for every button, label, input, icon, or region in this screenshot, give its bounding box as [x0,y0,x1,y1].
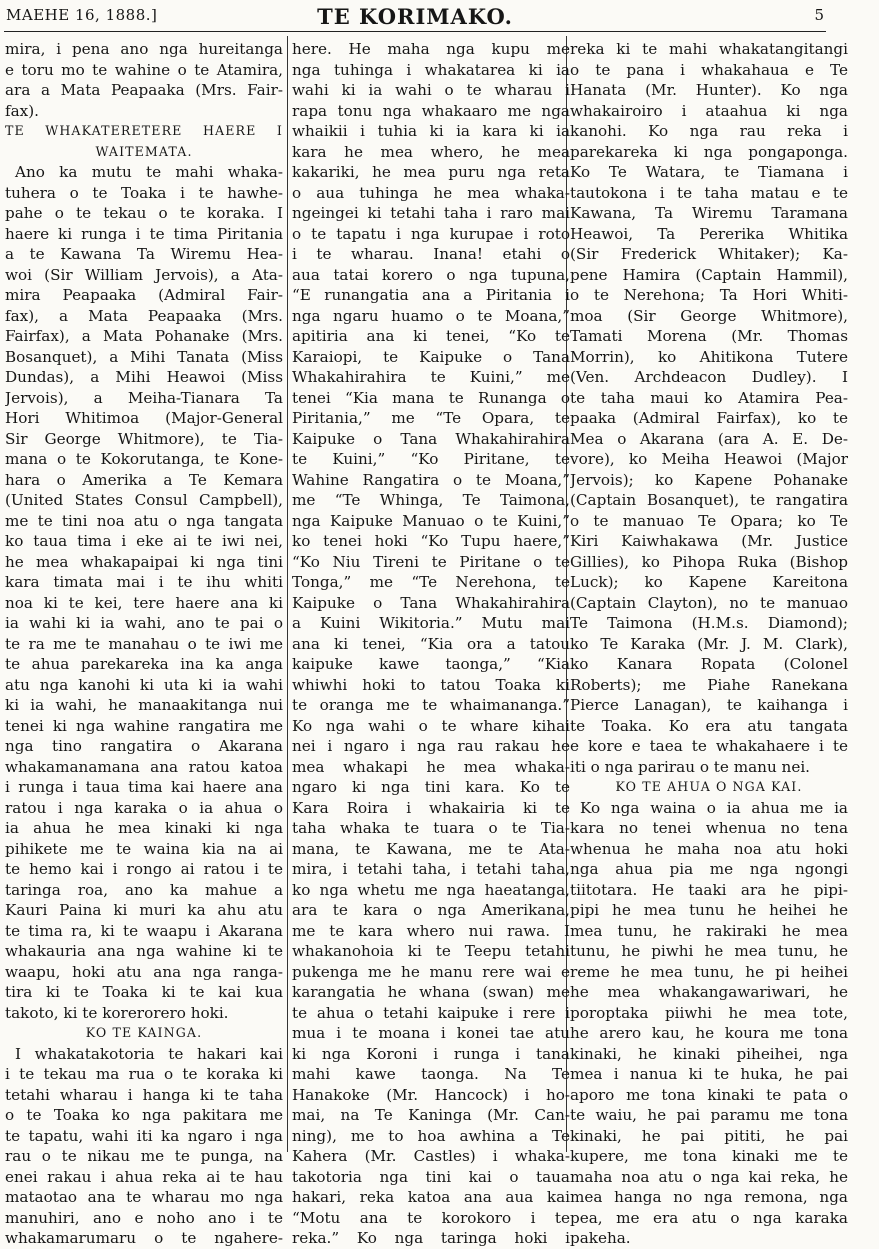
text-line: nga ahua pia me nga ngongi [570,860,848,878]
newspaper-title: TE KORIMAKO. [317,4,513,29]
text-line: Kaipuke o Tana Whakahirahira [292,429,570,448]
text-line: tenei “Kia mana te Runanga o [292,388,570,407]
text-line: me te tini noa atu o nga tangata [5,511,283,530]
text-line: nei i ngaro i nga rau rakau he [292,737,570,755]
text-line: ko taua tima i eke ai te iwi nei, [5,532,283,550]
text-line: taringa roa, ano ka mahue a [5,880,283,899]
text-line: parekareka ki nga pongaponga. [570,142,848,161]
text-line: o te pana i whakahaua e Te [570,60,848,79]
text-line: Fairfax), a Mata Pohanake (Mrs. [5,327,283,345]
text-line: mana o te Kokorutanga, te Kone- [5,450,283,468]
text-line: kara no tenei whenua no tena [570,819,848,837]
text-line: me te kara whero nui rawa. I [292,921,570,940]
text-line: nga ngaru huamo o te Moana,” [292,306,570,325]
text-line: Hanakoke (Mr. Hancock) i ho- [292,1085,570,1104]
text-line: apitiria ana ki tenei, “Ko te [292,327,570,345]
text-line: whakauria ana nga wahine ki te [5,942,283,960]
text-line: whaikii i tuhia ki ia kara ki ia [292,122,570,140]
section-heading: KO TE KAINGA. [85,1025,203,1040]
text-line: ning), me to hoa awhina a Te [292,1126,570,1145]
text-line: Te Taimona (H.M.s. Diamond); [570,614,848,632]
text-line: kinaki, he kinaki piheihei, nga [570,1044,848,1063]
text-line: pea, me era atu o nga karaka [570,1208,848,1227]
text-line: te oranga me te whaimananga.” [292,696,570,714]
text-line: Kiri Kaiwhakawa (Mr. Justice [570,532,848,550]
page-header [6,4,824,28]
text-line: reka ki te mahi whakatangitangi [570,40,848,58]
text-line: rapa tonu nga whakaaro me nga [292,101,570,120]
text-line: (Captain Clayton), no te manuao [570,593,848,612]
text-line: “Ko Niu Tireni te Piritane o te [292,552,570,571]
section-heading: KO TE AHUA O NGA KAI. [615,779,803,794]
text-line: Jervois), a Meiha-Tianara Ta [5,388,283,407]
text-line: Kauri Paina ki muri ka ahu atu [5,901,283,919]
text-line: here. He maha nga kupu me [292,40,570,58]
text-line: Ko nga wahi o te whare kihai [292,716,570,735]
text-line: tiitotara. He taaki ara he pipi- [570,880,848,899]
text-line: Kaipuke o Tana Whakahirahira [292,593,570,612]
text-line: pihikete me te waina kia na ai [5,839,283,858]
text-line: te Kuini,” “Ko Piritane, te [292,450,570,468]
text-line: mira, i tetahi taha, i tetahi taha, [292,860,570,878]
text-line: ngaro ki nga tini kara. Ko te [292,778,570,796]
text-line: hara o Amerika a Te Kemara [5,470,283,489]
text-line: aporo me tona kinaki te pata o [570,1085,848,1104]
text-line: kaipuke kawe taonga,” “Kia [292,655,570,673]
text-line: tunu, he piwhi he mea tunu, he [570,942,848,960]
text-line: reka.” Ko nga taringa hoki i [292,1229,570,1247]
text-line: o te manuao Te Opara; ko Te [570,511,848,530]
text-line: kara he mea whero, he mea [292,142,570,161]
text-line: mea tunu, he rakiraki he mea [570,921,848,940]
text-line: (Ven. Archdeacon Dudley). I [570,368,848,386]
text-line: whenua he maha noa atu hoki [570,839,848,858]
text-line: Wahine Rangatira o te Moana,” [292,470,570,489]
text-line: te ahua parekareka ina ka anga [5,655,283,673]
text-line: ratou i nga karaka o ia ahua o [5,798,283,817]
text-line: “Motu ana te korokoro i te [292,1208,570,1227]
text-line: Whakahirahira te Kuini,” me [292,368,570,386]
text-line: he mea whakapaipai ki nga tini [5,552,283,571]
text-line: pakeha. [570,1229,631,1247]
text-line: poroptaka piiwhi he mea tote, [570,1003,848,1022]
text-line: wahi ki ia wahi o te wharau i [292,81,570,99]
text-line: Tamati Morena (Mr. Thomas [570,327,848,345]
page-number: 5 [814,6,824,24]
text-line: ara a Mata Peapaaka (Mrs. Fair- [5,81,283,99]
text-line: woi (Sir William Jervois), a Ata- [5,265,283,284]
article-column-1 [5,39,283,1249]
text-line: mai, na Te Kaninga (Mr. Can- [292,1106,570,1124]
text-line: i te wharau. Inana! etahi o [292,245,570,263]
column-divider [287,36,288,1152]
text-line: mea i nanua ki te huka, he pai [570,1065,848,1083]
text-line: ki ia wahi, he manaakitanga nui [5,696,283,714]
text-line: I whakatakotoria te hakari kai [15,1044,283,1063]
text-line: pene Hamira (Captain Hammil), [570,265,848,284]
text-line: mahi kawe taonga. Na Te [292,1065,570,1083]
text-line: hakari, reka katoa ana aua kai [292,1188,570,1206]
text-line: pukenga me he manu rere wai e [292,962,570,981]
text-line: a Kuini Wikitoria.” Mutu mai [292,614,570,632]
text-line: te tapatu, wahi iti ka ngaro i nga [5,1126,283,1145]
text-line: whakamanamana ana ratou katoa [5,757,283,776]
text-line: Gillies), ko Pihopa Ruka (Bishop [570,552,848,571]
text-line: te Toaka. Ko era atu tangata [570,716,848,735]
text-line: rau o te nikau me te punga, na [5,1147,283,1165]
text-line: Ko Te Watara, te Tiamana i [570,163,848,181]
issue-date: MAEHE 16, 1888.] [6,6,158,24]
text-line: i te tekau ma rua o te koraka ki [5,1065,283,1083]
text-line: tuhera o te Toaka i te hawhe- [5,183,283,202]
text-line: (United States Consul Campbell), [5,491,283,509]
text-line: me “Te Whinga, Te Taimona, [292,491,570,509]
section-heading: WAITEMATA. [95,143,193,159]
text-line: Jervois); ko Kapene Pohanake [570,470,848,489]
text-line: te hemo kai i rongo ai ratou i te [5,860,283,878]
text-line: Piritania,” me “Te Opara, te [292,409,570,427]
text-line: Ko nga waina o ia ahua me ia [580,798,848,817]
text-line: ngeingei ki tetahi taha i raro mai [292,204,570,222]
text-line: Karaiopi, te Kaipuke o Tana [292,347,570,366]
text-line: Pierce Lanagan), te kaihanga i [570,696,848,714]
text-line: te taha maui ko Atamira Pea- [570,388,848,407]
text-line: enei rakau i ahua reka ai te hau [5,1167,283,1186]
header-rule [4,31,826,32]
text-line: Tonga,” me “Te Nerehona, te [292,573,570,591]
article-column-2 [292,39,570,1249]
text-line: Morrin), ko Ahitikona Tutere [570,347,848,366]
text-line: ana ki tenei, “Kia ora a tatou [292,634,570,653]
text-line: takotoria nga tini kai o taua [292,1167,570,1186]
text-line: whiwhi hoki to tatou Toaka ki [292,675,570,694]
text-line: atu nga kanohi ki uta ki ia wahi [5,675,283,694]
section-heading: TE WHAKATERETERE HAERE I [5,123,283,138]
text-line: pahe o te tekau o te koraka. I [5,204,283,222]
text-line: te waiu, he pai paramu me tona [570,1106,848,1124]
text-line: e kore e taea te whakahaere i te [570,737,848,755]
text-line: Mea o Akarana (ara A. E. De- [570,429,848,448]
text-line: he mea whakangawariwari, he [570,983,848,1001]
text-line: tautokona i te taha matau e te [570,183,848,202]
text-line: o te tapatu i nga kurupae i roto [292,224,570,243]
text-line: kupere, me tona kinaki me te [570,1147,848,1165]
text-line: karangatia he whana (swan) me [292,983,570,1001]
text-line: Sir George Whitmore), te Tia- [5,429,283,448]
text-line: i runga i taua tima kai haere ana [5,778,283,796]
text-line: o aua tuhinga he mea whaka- [292,183,570,202]
text-line: whakanohoia ki te Teepu tetahi [292,942,570,960]
text-line: Heawoi, Ta Pererika Whitika [570,224,848,243]
text-line: o te Nerehona; Ta Hori Whiti- [570,286,848,304]
text-line: takoto, ki te korerorero hoki. [5,1003,229,1022]
text-line: kinaki, he pai pititi, he pai [570,1126,848,1145]
text-line: “E runangatia ana a Piritania i [292,286,570,304]
text-line: he arero kau, he koura me tona [570,1024,848,1042]
text-line: ko tenei hoki “Ko Tupu haere,” [292,532,570,550]
text-line: a te Kawana Ta Wiremu Hea- [5,245,283,263]
text-line: ko nga whetu me nga haeatanga, [292,880,570,899]
text-line: Dundas), a Mihi Heawoi (Miss [5,368,283,386]
text-line: (Captain Bosanquet), te rangatira [570,491,848,509]
text-line: mea hanga no nga remona, nga [570,1188,848,1206]
text-line: Kahera (Mr. Castles) i whaka- [292,1147,570,1165]
text-line: Luck); ko Kapene Kareitona [570,573,848,591]
text-line: te tima ra, ki te waapu i Akarana [5,921,283,940]
text-line: mua i te moana i konei tae atu [292,1024,570,1042]
text-line: kakariki, he mea puru nga reta [292,163,570,181]
text-line: Kara Roira i whakairia ki te [292,798,570,817]
text-line: mea whakapi he mea whaka- [292,757,570,776]
text-line: ko Kanara Ropata (Colonel [570,655,848,673]
text-line: fax). [5,101,39,120]
text-line: manuhiri, ano e noho ano i te [5,1208,283,1227]
text-line: aua tatai korero o nga tupuna, [292,265,570,284]
text-line: maha noa atu o nga kai reka, he [570,1167,848,1186]
text-line: Hanata (Mr. Hunter). Ko nga [570,81,848,99]
text-line: ara te kara o nga Amerikana, [292,901,570,919]
text-line: mira, i pena ano nga hureitanga [5,40,283,58]
text-line: te ra me te manahau o te iwi me [5,634,283,653]
text-line: ia ahua he mea kinaki ki nga [5,819,283,837]
text-line: Hori Whitimoa (Major-General [5,409,283,427]
text-line: mataotao ana te wharau mo nga [5,1188,283,1206]
text-line: nga tino rangatira o Akarana [5,737,283,755]
text-line: Bosanquet), a Mihi Tanata (Miss [5,347,283,366]
text-line: noa ki te kei, tere haere ana ki [5,593,283,612]
text-line: fax), a Mata Peapaaka (Mrs. [5,306,283,325]
text-line: paaka (Admiral Fairfax), ko te [570,409,848,427]
text-line: nga Kaipuke Manuao o te Kuini,” [292,511,570,530]
text-line: haere ki runga i te tima Piritania [5,224,283,243]
text-line: Roberts); me Piahe Ranekana [570,675,848,694]
text-line: ki nga Koroni i runga i tana [292,1044,570,1063]
text-line: reme he mea tunu, he pi heihei [570,962,848,981]
text-line: Ano ka mutu te mahi whaka- [15,163,283,181]
text-line: tetahi wharau i hanga ki te taha [5,1085,283,1104]
text-line: ko Te Karaka (Mr. J. M. Clark), [570,634,848,653]
text-line: Kawana, Ta Wiremu Taramana [570,204,848,222]
text-line: nga tuhinga i whakatarea ki ia [292,60,570,79]
text-line: waapu, hoki atu ana nga ranga- [5,962,283,981]
text-line: e toru mo te wahine o te Atamira, [5,60,283,79]
text-line: pipi he mea tunu he heihei he [570,901,848,919]
text-line: (Sir Frederick Whitaker); Ka- [570,245,848,263]
article-column-3 [570,39,848,1249]
text-line: mira Peapaaka (Admiral Fair- [5,286,283,304]
text-line: te ahua o tetahi kaipuke i rere i [292,1003,570,1022]
text-line: tenei ki nga wahine rangatira me [5,716,283,735]
text-line: ia wahi ki ia wahi, ano te pai o [5,614,283,632]
text-line: whakairoiro i ataahua ki nga [570,101,848,120]
text-line: moa (Sir George Whitmore), [570,306,848,325]
text-line: iti o nga parirau o te manu nei. [570,757,811,776]
text-line: taha whaka te tuara o te Tia- [292,819,570,837]
text-line: kanohi. Ko nga rau reka i [570,122,848,140]
text-line: o te Toaka ko nga pakitara me [5,1106,283,1124]
text-line: mana, te Kawana, me te Ata- [292,839,570,858]
text-line: kara timata mai i te ihu whiti [5,573,283,591]
text-line: whakamarumaru o te ngahere- [5,1229,283,1247]
text-line: tira ki te Toaka ki te kai kua [5,983,283,1001]
text-line: vore), ko Meiha Heawoi (Major [570,450,848,468]
